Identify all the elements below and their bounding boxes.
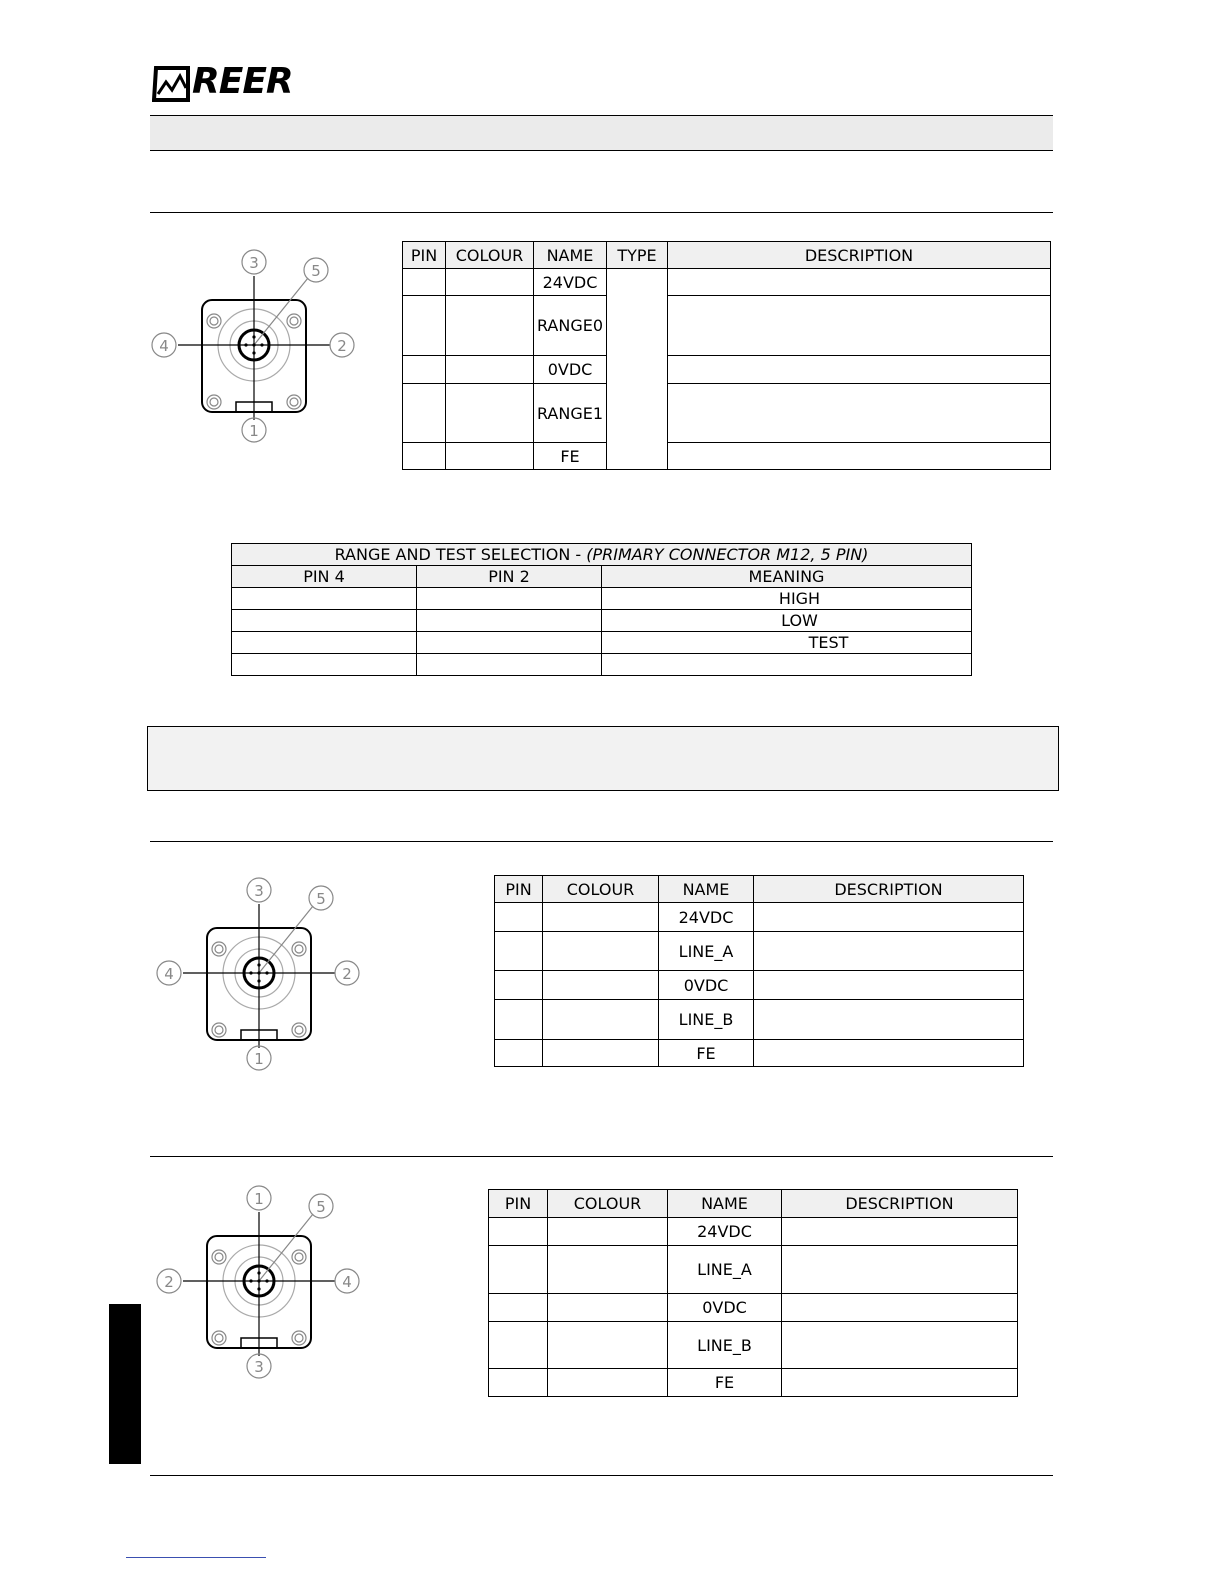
range-table-title	[232, 544, 972, 566]
note-box	[147, 726, 1059, 791]
description-cell	[754, 903, 1024, 932]
pin-cell	[489, 1294, 548, 1322]
colour-cell	[548, 1246, 668, 1294]
description-cell	[754, 932, 1024, 971]
table-row	[403, 384, 1051, 443]
connector-diagram-5pin	[140, 240, 380, 455]
logo-mark-icon	[152, 64, 192, 104]
table-row	[403, 296, 1051, 356]
name-cell: FE	[534, 443, 607, 470]
col-header: PIN	[495, 876, 543, 903]
colour-cell	[446, 296, 534, 356]
pin4-cell	[232, 632, 417, 654]
description-cell	[782, 1322, 1018, 1369]
pin-cell	[495, 1040, 543, 1067]
meaning-cell: TEST	[602, 632, 972, 654]
table-row	[489, 1218, 1018, 1246]
table-row	[495, 971, 1024, 1000]
pin-label: 3	[254, 882, 264, 900]
colour-cell	[446, 269, 534, 296]
section-divider	[150, 841, 1053, 842]
header-band	[150, 115, 1053, 151]
colour-cell	[548, 1369, 668, 1397]
pin-label: 1	[254, 1050, 264, 1068]
range-test-selection-table	[231, 543, 972, 676]
colour-cell	[446, 443, 534, 470]
table-row	[403, 443, 1051, 470]
pin-cell	[403, 443, 446, 470]
col-header: DESCRIPTION	[754, 876, 1024, 903]
logo-text: REER	[192, 61, 293, 102]
connector-diagram-5pin-female	[145, 1176, 385, 1391]
pin-cell	[489, 1369, 548, 1397]
colour-cell	[548, 1218, 668, 1246]
footer-link[interactable]	[126, 1557, 266, 1558]
col-header: COLOUR	[543, 876, 659, 903]
pin2-cell	[417, 610, 602, 632]
colour-cell	[543, 903, 659, 932]
pin2-cell	[417, 632, 602, 654]
name-cell: LINE_A	[659, 932, 754, 971]
type-cell	[607, 269, 668, 470]
description-cell	[668, 443, 1051, 470]
pin-cell	[495, 971, 543, 1000]
pin-cell	[495, 1000, 543, 1040]
section-divider	[150, 1475, 1053, 1476]
col-header: PIN	[403, 242, 446, 269]
pin-cell	[403, 296, 446, 356]
pin-label: 3	[249, 254, 259, 272]
pin-label: 5	[316, 1198, 326, 1216]
name-cell: RANGE0	[534, 296, 607, 356]
section-divider	[150, 1156, 1053, 1157]
col-header: DESCRIPTION	[782, 1190, 1018, 1218]
reer-logo	[152, 60, 292, 104]
col-header: COLOUR	[548, 1190, 668, 1218]
table-row	[403, 269, 1051, 296]
description-cell	[668, 384, 1051, 443]
name-cell: LINE_A	[668, 1246, 782, 1294]
pinout-table-female	[488, 1189, 1018, 1397]
description-cell	[668, 296, 1051, 356]
pin-label: 2	[164, 1273, 174, 1291]
pin-label: 4	[159, 337, 169, 355]
name-cell: 0VDC	[534, 356, 607, 384]
pin4-cell	[232, 654, 417, 676]
table-row	[232, 588, 972, 610]
table-row	[495, 1040, 1024, 1067]
pin2-cell	[417, 654, 602, 676]
colour-cell	[446, 356, 534, 384]
colour-cell	[446, 384, 534, 443]
col-header: PIN 2	[417, 566, 602, 588]
table-row	[489, 1322, 1018, 1369]
pin-label: 1	[254, 1190, 264, 1208]
name-cell: 0VDC	[659, 971, 754, 1000]
pin-cell	[489, 1218, 548, 1246]
col-header: DESCRIPTION	[668, 242, 1051, 269]
name-cell: 0VDC	[668, 1294, 782, 1322]
col-header: NAME	[534, 242, 607, 269]
table-row	[232, 654, 972, 676]
name-cell: 24VDC	[668, 1218, 782, 1246]
name-cell: LINE_B	[668, 1322, 782, 1369]
colour-cell	[548, 1322, 668, 1369]
table-row	[489, 1369, 1018, 1397]
col-header: PIN	[489, 1190, 548, 1218]
name-cell: FE	[659, 1040, 754, 1067]
table-row	[495, 1000, 1024, 1040]
table-row	[232, 632, 972, 654]
pin-cell	[403, 269, 446, 296]
col-header: COLOUR	[446, 242, 534, 269]
description-cell	[782, 1218, 1018, 1246]
description-cell	[668, 356, 1051, 384]
name-cell: FE	[668, 1369, 782, 1397]
pin-label: 5	[316, 890, 326, 908]
pin-label: 5	[311, 262, 321, 280]
name-cell: RANGE1	[534, 384, 607, 443]
table-row	[489, 1246, 1018, 1294]
pin-label: 3	[254, 1358, 264, 1376]
description-cell	[754, 1000, 1024, 1040]
section-divider	[150, 212, 1053, 213]
colour-cell	[543, 1040, 659, 1067]
description-cell	[782, 1369, 1018, 1397]
colour-cell	[548, 1294, 668, 1322]
pin-cell	[489, 1246, 548, 1294]
description-cell	[754, 971, 1024, 1000]
pin-cell	[495, 903, 543, 932]
colour-cell	[543, 932, 659, 971]
pin2-cell	[417, 588, 602, 610]
pin-label: 2	[342, 965, 352, 983]
col-header: NAME	[659, 876, 754, 903]
col-header: PIN 4	[232, 566, 417, 588]
pin-label: 4	[164, 965, 174, 983]
connector-diagram-5pin-secondary	[145, 868, 385, 1083]
pin-cell	[495, 932, 543, 971]
meaning-cell: HIGH	[602, 588, 972, 610]
name-cell: LINE_B	[659, 1000, 754, 1040]
pin-cell	[403, 356, 446, 384]
meaning-cell: LOW	[602, 610, 972, 632]
table-row	[489, 1294, 1018, 1322]
table-row	[232, 610, 972, 632]
chapter-tab	[109, 1304, 141, 1464]
table-row	[495, 932, 1024, 971]
col-header: MEANING	[602, 566, 972, 588]
col-header: NAME	[668, 1190, 782, 1218]
pin-cell	[489, 1322, 548, 1369]
pin4-cell	[232, 610, 417, 632]
pinout-table-secondary	[494, 875, 1024, 1067]
pin4-cell	[232, 588, 417, 610]
description-cell	[782, 1246, 1018, 1294]
description-cell	[754, 1040, 1024, 1067]
pin-cell	[403, 384, 446, 443]
pin-label: 2	[337, 337, 347, 355]
pin-label: 1	[249, 422, 259, 440]
table-row	[403, 356, 1051, 384]
table-row	[495, 903, 1024, 932]
pinout-table-primary	[402, 241, 1051, 470]
range-table-title-text: RANGE AND TEST SELECTION -	[334, 545, 587, 564]
name-cell: 24VDC	[659, 903, 754, 932]
range-table-title-italic: (PRIMARY CONNECTOR M12, 5 PIN)	[586, 545, 869, 564]
colour-cell	[543, 1000, 659, 1040]
description-cell	[782, 1294, 1018, 1322]
name-cell: 24VDC	[534, 269, 607, 296]
meaning-cell	[602, 654, 972, 676]
description-cell	[668, 269, 1051, 296]
colour-cell	[543, 971, 659, 1000]
col-header: TYPE	[607, 242, 668, 269]
pin-label: 4	[342, 1273, 352, 1291]
